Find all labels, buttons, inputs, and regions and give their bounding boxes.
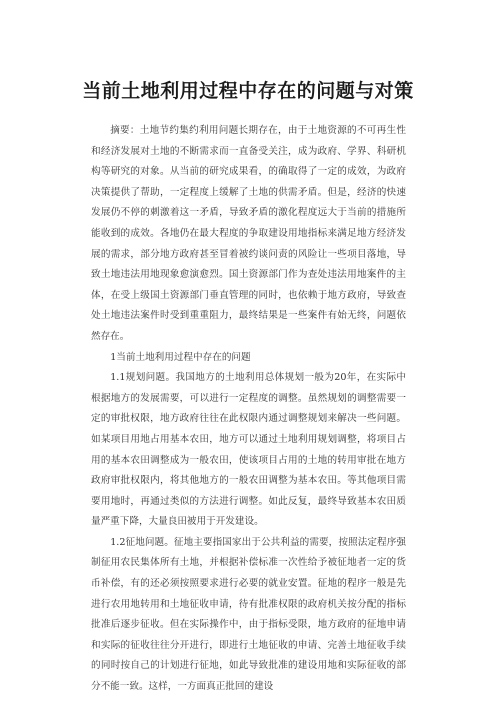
document-body bbox=[91, 121, 406, 698]
document-title: 当前土地利用过程中存在的问题与对策 bbox=[82, 80, 414, 102]
body-paragraph: 1.1规划问题。我国地方的土地利用总体规划一般为20年，在实际中根据地方的发展需要，可以进行一定程度的调整。虽然规划的调整需要一定的审批权限，地方政府往往在此权限内通过调整规划来解决一些问题。如某项目用地占用基本农田，地方可以通过土地利用规划调整，将项目占用的基本农田调整成为一般农田，使该项目占用的土地的转用审批在地方政府审批权限内，将其他地方的一般农田调整为基本农田。等其他项目需要用地时，再通过类似的方法进行调整。如此反复，最终导致基本农田质量严重下降，大量良田被用于开发建设。 bbox=[91, 372, 406, 528]
body-paragraph: 1.2征地问题。征地主要指国家出于公共利益的需要，按照法定程序强制征用农民集体所有土地，并根据补偿标准一次性给予被征地者一定的货币补偿，有的还必须按照要求进行必要的就业安置。征地的程序一般是先进行农用地转用和土地征收申请，待有批准权限的政府机关按分配的指标批准后逐步征收。但在实际操作中，由于指标受限，地方政府的征地申请和实际的征收往往分开进行，即进行土地征收的申请、完善土地征收手续的同时按自己的计划进行征地，如此导致批准的建设用地和实际征收的部分不能一致。这样，一方面真正批回的建设 bbox=[91, 536, 406, 693]
abstract-paragraph: 摘要：土地节约集约利用问题长期存在，由于土地资源的不可再生性和经济发展对土地的不断需求而一直备受关注，成为政府、学界、科研机构等研究的对象。从当前的研究成果看，的确取得了一定的成效，为政府决策提供了帮助，一定程度上缓解了土地的供需矛盾。但是，经济的快速发展仍不停的刺激着这一矛盾，导致矛盾的激化程度远大于当前的措施所能收到的成效。各地仍在最大程度的争取建设用地指标来满足地方经济发展的需求，部分地方政府甚至冒着被约谈问责的风险让一些项目落地，导致土地违法用地现象愈演愈烈。国土资源部门作为查处违法用地案件的主体，在受上级国土资源部门垂直管理的同时，也依赖于地方政府，导致查处土地违法案件时受到重重阻力，最终结果是一些案件有始无终，问题依然存在。 bbox=[91, 125, 406, 342]
section-heading: 1当前土地利用过程中存在的问题 bbox=[110, 351, 251, 363]
